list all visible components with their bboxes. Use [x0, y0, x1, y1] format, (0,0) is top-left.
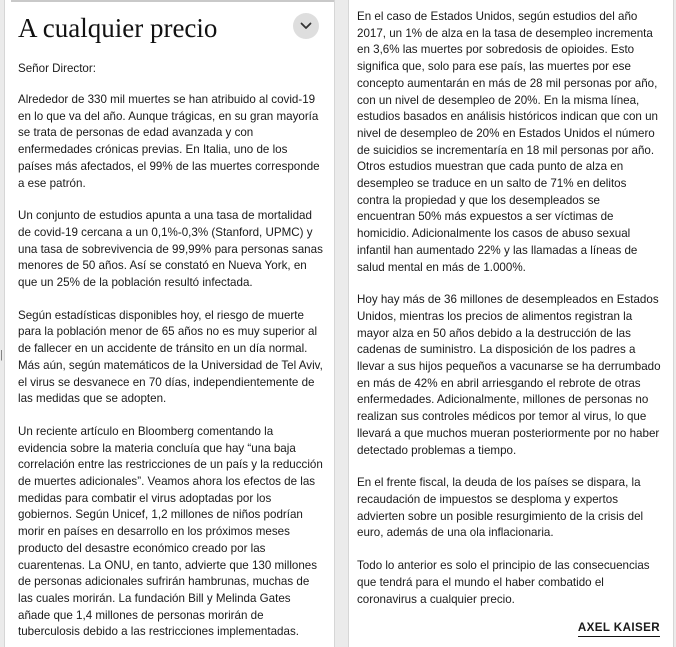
- top-rule: [11, 0, 334, 2]
- paragraph: Hoy hay más de 36 millones de desempleados en Estados Unidos, mientras los precios de alimentos registran la mayor alza en 50 años debido a la destrucción de las cadenas de suministro. La disposición de los padres a llevar a sus hijos pequeños a vacunarse se ha derrumbado en más de 42% en abril arriesgando el rebrote de otras enfermedades. Adicionalmente, millones de personas no realizan sus controles médicos por temor al virus, lo que llevará a que muchos mueran posteriormente por no haber detectado problemas a tiempo.: [357, 293, 661, 457]
- edge-mark: |: [0, 349, 3, 361]
- paragraph: Alrededor de 330 mil muertes se han atribuido al covid-19 en lo que va del año. Aunque trágicas, en su gran mayoría se trata de personas de edad avanzada y con enfermedades crónicas previas. En Italia, uno de los países más afectados, el 99% de las muertes corresponde a ese patrón.: [18, 93, 320, 190]
- author-signature: AXEL KAISER: [578, 621, 660, 637]
- article-title: A cualquier precio: [18, 13, 218, 43]
- paragraph: Un reciente artículo en Bloomberg comentando la evidencia sobre la materia concluía que hay “una baja correlación entre las restricciones de un país y la reducción de muertes adicionales”. Veamos ahora los efectos de las medidas para combatir el virus adoptadas por los gobiernos. Según Unicef, 1,2 millones de niños podrían morir en países en desarrollo en los próximos meses producto del desastre económico creado por las cuarentenas. La ONU, en tanto, advierte que 130 millones de personas adicionales sufrirán hambrunas, muchas de las cuales morirán. La fundación Bill y Melinda Gates añade que 1,4 millones de personas morirán de tuberculosis debido a las restricciones implementadas.: [18, 424, 323, 639]
- salutation: Señor Director:: [18, 62, 96, 75]
- article-column-right: [348, 0, 674, 647]
- paragraph: Según estadísticas disponibles hoy, el riesgo de muerte para la población menor de 65 años no es muy superior al de fallecer en un accidente de tránsito en un día normal. Más aún, según matemáticos de la Universidad de Tel Aviv, el virus se desvanece en 70 días, independientemente de las medidas que se adopten.: [18, 308, 323, 406]
- article-column-left: [4, 0, 335, 647]
- right-paragraphs: [357, 9, 661, 608]
- paragraph: Un conjunto de estudios apunta a una tasa de mortalidad de covid-19 cercana a un 0,1%-0,3% (Stanford, UPMC) y una tasa de sobrevivencia de 99,99% para personas sanas menores de 50 años. Así se constató en Nueva York, en que un 25% de la población resultó infectada.: [18, 209, 323, 290]
- collapse-button[interactable]: [293, 13, 319, 39]
- paragraph: En el frente fiscal, la deuda de los países se dispara, la recaudación de impuestos se desploma y expertos advierten sobre un posible resurgimiento de la crisis del euro, además de una ola inflacionaria.: [357, 476, 644, 540]
- left-paragraphs: [18, 92, 324, 641]
- chevron-down-icon: [300, 22, 312, 30]
- paragraph: Todo lo anterior es solo el principio de las consecuencias que tendrá para el mundo el haber combatido el coronavirus a cualquier precio.: [357, 559, 650, 606]
- paragraph: En el caso de Estados Unidos, según estudios del año 2017, un 1% de alza en la tasa de desempleo incrementa en 3,6% las muertes por sobredosis de opioides. Esto significa que, solo para ese país, las muertes por ese concepto aumentarán en más de 28 mil personas por año, con un nivel de desempleo de 20%. En la misma línea, estudios basados en análisis históricos indican que con un nivel de desempleo de 20% en Estados Unidos el número de suicidios se incrementaría en 18 mil personas por año. Otros estudios muestran que cada punto de alza en desempleo se traduce en un salto de 71% en delitos contra la propiedad y que los desempleados se encuentran 50% más expuestos a ser víctimas de homicidio. Adicionalmente los casos de abuso sexual infantil han aumentado 22% y las llamadas a líneas de salud mental en más de 1.000%.: [357, 10, 658, 274]
